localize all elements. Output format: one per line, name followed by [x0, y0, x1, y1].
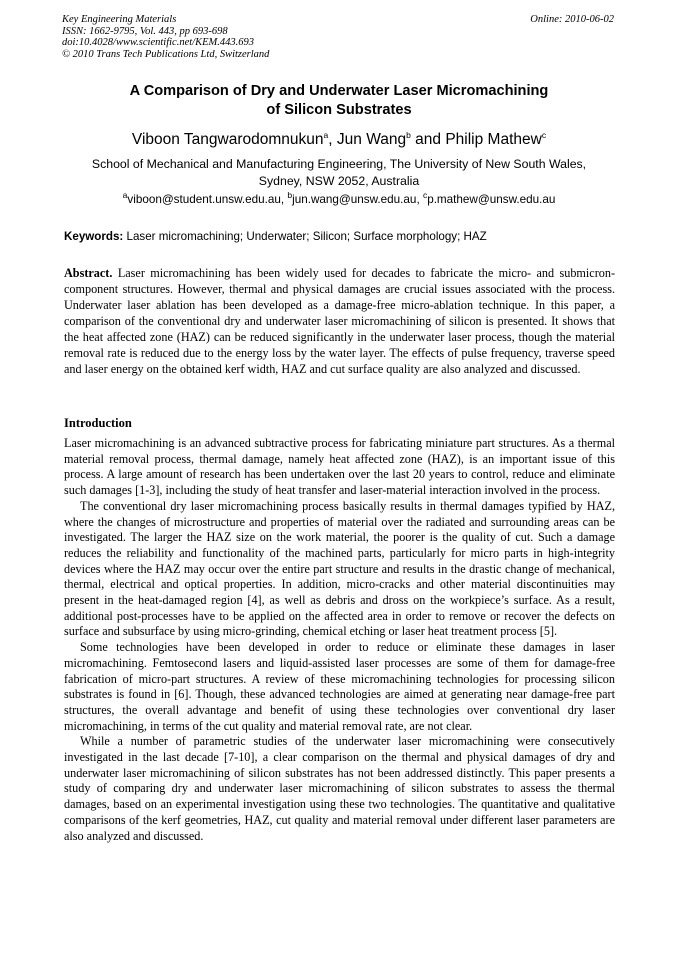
abstract-label: Abstract. [64, 266, 113, 280]
journal-name: Key Engineering Materials [62, 14, 177, 25]
keywords-text: Laser micromachining; Underwater; Silicon; Surface morphology; HAZ [126, 230, 487, 243]
journal-header [62, 14, 269, 60]
author-name: Viboon Tangwarodomnukun [131, 131, 324, 148]
email-address: jun.wang@unsw.edu.au [292, 193, 417, 206]
email-address: viboon@student.unsw.edu.au [127, 193, 281, 206]
paragraph: Some technologies have been developed in order to reduce or eliminate these damages in laser micromachining. Femtosecond lasers and liquid-assisted laser processes are some of them for damage-free fabrication of micro-part structures. A review of these micromachining technologies for processing silicon substrates is found in [6]. Though, these advanced technologies are aimed at generating near damage-free part structures, the overall advantage and benefit of using these technologies over conventional dry laser micromachining, in terms of the cut quality and material removal rate, are not clear. [64, 640, 615, 733]
email-separator: , [280, 193, 288, 206]
paragraph: The conventional dry laser micromachining process basically results in thermal damages typified by HAZ, where the changes of microstructure and properties of material over the radiated and surrounding areas can be investigated. The larger the HAZ size on the work material, the poorer is the quality of cut. Such a damage reduces the reliability and functionality of the machined parts, particularly for micro parts in high-integrity devices where the HAZ may occur over the entire part structure and results in the drastic change of mechanical, thermal, electrical and optical properties. In addition, micro-cracks and other material discontinuities may present in the heat-damaged region [4], as well as debris and dross on the workpiece’s surface. As a result, additional post-processes have to be applied on the affected area in order to remove or recover the defects on surface and subsurface by using micro-grinding, chemical etching or laser heat treatment process [5]. [64, 498, 615, 639]
email-address: p.mathew@unsw.edu.au [427, 193, 556, 206]
affiliation-line-1: School of Mechanical and Manufacturing Engineering, The University of New South Wales, [91, 157, 587, 171]
author-name: Philip Mathew [445, 131, 542, 148]
email-separator: , [416, 193, 423, 206]
paragraph: Laser micromachining is an advanced subtractive process for fabricating miniature part structures. As a thermal material removal process, thermal damage, namely heat affected zone (HAZ), is an important issue of this process. A large amount of research has been undertaken over the last 20 years to control, reduce and eliminate such damages [1-3], including the study of heat transfer and laser-material interaction involved in the process. [64, 436, 615, 498]
title-line-1: A Comparison of Dry and Underwater Laser Micromachining [129, 83, 549, 99]
author-list [60, 130, 618, 150]
online-date: Online: 2010-06-02 [530, 14, 614, 25]
author-separator: and [410, 131, 446, 148]
journal-copyright: © 2010 Trans Tech Publications Ltd, Switzerland [62, 48, 270, 60]
author-mark: b [406, 129, 411, 140]
section-heading: Introduction [64, 416, 132, 430]
journal-doi: doi:10.4028/www.scientific.net/KEM.443.693 [62, 37, 254, 48]
email-mark: b [287, 190, 293, 201]
author-separator: , [328, 131, 337, 148]
author-mark: c [541, 129, 547, 140]
paragraph: While a number of parametric studies of the underwater laser micromachining were consecutively investigated in the last decade [7-10], a clear comparison on the thermal and physical damages of dry and underwater laser micromachining of silicon substrates has not been addressed distinctly. This paper presents a study of comparing dry and underwater laser micromachining of silicon substrates to assess the thermal damages, based on an experimental investigation using these two technologies. The quantitative and qualitative comparisons of the kerf geometries, HAZ, cut quality and material removal under different laser parameters are also analyzed and discussed. [64, 734, 615, 843]
paper-title [60, 82, 618, 120]
title-line-2: of Silicon Substrates [266, 102, 412, 118]
email-mark: c [422, 190, 428, 201]
author-name: Jun Wang [336, 131, 407, 148]
keywords [64, 229, 487, 245]
email-mark: a [122, 190, 128, 201]
email-list [60, 192, 618, 208]
abstract [64, 265, 615, 377]
affiliation-line-2: Sydney, NSW 2052, Australia [258, 174, 420, 188]
author-mark: a [323, 129, 329, 140]
affiliation [60, 156, 618, 190]
introduction-body [64, 436, 615, 844]
keywords-label: Keywords: [64, 230, 124, 243]
journal-issn: ISSN: 1662-9795, Vol. 443, pp 693-698 [62, 25, 228, 37]
abstract-text: Laser micromachining has been widely used for decades to fabricate the micro- and submicron-component structures. However, thermal and physical damages are crucial issues associated with the process. Underwater laser ablation has been developed as a damage-free micro-ablation technique. In this paper, a comparison of the conventional dry and underwater laser micromachining of silicon is presented. It shows that the heat affected zone (HAZ) can be reduced significantly in the underwater laser process, though the material removal rate is reduced due to the energy loss by the water layer. The effects of pulse frequency, traverse speed and laser energy on the obtained kerf width, HAZ and cut surface quality are also analyzed and discussed. [64, 266, 616, 376]
